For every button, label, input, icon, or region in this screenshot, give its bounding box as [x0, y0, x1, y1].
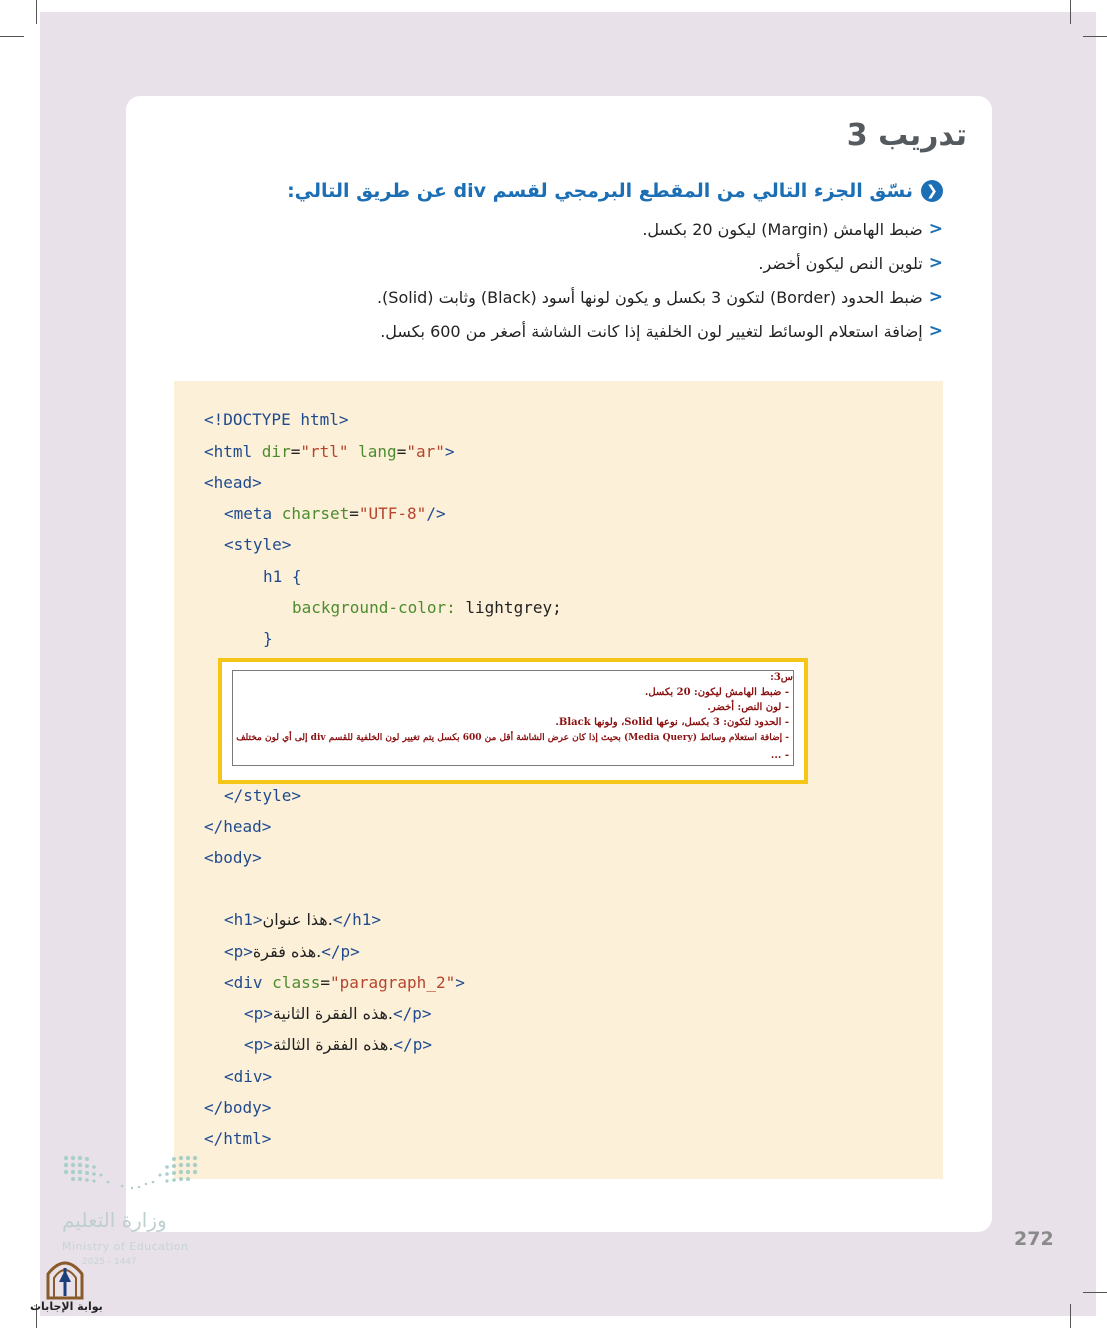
ministry-name-english: Ministry of Education	[62, 1240, 189, 1253]
list-item: < ضبط الهامش (Margin) ليكون 20 بكسل.	[642, 219, 943, 239]
code-line: <!DOCTYPE html>	[204, 410, 349, 429]
code-line: background-color: lightgrey;	[292, 598, 562, 617]
answer-label: س3:	[770, 672, 793, 683]
answer-line: - لون النص: أخضر.	[707, 702, 789, 713]
code-line: <div class="paragraph_2">	[224, 973, 465, 992]
site-logo-icon	[44, 1256, 86, 1300]
crop-mark	[36, 0, 37, 24]
list-item: < تلوين النص ليكون أخضر.	[758, 253, 943, 273]
ministry-year: 2025 - 1447	[82, 1257, 137, 1267]
code-line: <p>هذه فقرة.</p>	[224, 942, 360, 961]
chevron-icon: <	[928, 253, 943, 273]
chevron-left-icon: ❮	[921, 180, 943, 202]
code-line: <p>هذه الفقرة الثانية.</p>	[244, 1004, 432, 1023]
page-number: 272	[1014, 1228, 1054, 1250]
crop-mark	[1070, 0, 1071, 24]
code-line: </html>	[204, 1129, 272, 1148]
code-line: <head>	[204, 473, 262, 492]
code-line: </head>	[204, 817, 272, 836]
code-line: h1 {	[263, 567, 302, 586]
ministry-logo-icon	[62, 1154, 202, 1200]
code-line: <meta charset="UTF-8"/>	[224, 504, 446, 523]
code-line: <html dir="rtl" lang="ar">	[204, 442, 455, 461]
crop-mark	[1083, 1292, 1107, 1293]
list-item: < ضبط الحدود (Border) لتكون 3 بكسل و يكون لونها أسود (Black) وثابت (Solid).	[376, 287, 943, 307]
code-line: <div>	[224, 1067, 273, 1086]
chevron-icon: <	[928, 321, 943, 341]
code-line: <h1>هذا عنوان.</h1>	[224, 910, 381, 929]
answer-line: - الحدود لتكون: 3 بكسل، نوعها Solid، ولونها Black.	[555, 717, 789, 728]
ministry-name-arabic: وزارة التعليم	[62, 1208, 167, 1232]
answer-line: - ...	[770, 750, 789, 761]
code-line: </body>	[204, 1098, 272, 1117]
chevron-icon: <	[928, 219, 943, 239]
instruction-heading	[287, 180, 943, 202]
list-item: < إضافة استعلام الوسائط لتغيير لون الخلفية إذا كانت الشاشة أصغر من 600 بكسل.	[380, 321, 943, 341]
code-line: }	[263, 629, 273, 648]
crop-mark	[0, 36, 24, 37]
crop-mark	[1070, 1304, 1071, 1328]
answer-line: - ضبط الهامش ليكون: 20 بكسل.	[644, 687, 789, 698]
code-line: </style>	[224, 786, 302, 805]
answer-line: - إضافة استعلام وسائط (Media Query) بحيث إذا كان عرض الشاشة أقل من 600 بكسل يتم تغيير لون الخلفية للقسم div إلى أي لون مختلف	[236, 733, 789, 743]
code-line: <body>	[204, 848, 262, 867]
code-line: <style>	[224, 535, 292, 554]
code-line: <p>هذه الفقرة الثالثة.</p>	[244, 1035, 432, 1054]
exercise-title: تدريب 3	[846, 118, 967, 153]
instruction-text: نسّق الجزء التالي من المقطع البرمجي لقسم div عن طريق التالي:	[287, 180, 913, 202]
chevron-icon: <	[928, 287, 943, 307]
instruction-list	[323, 212, 943, 348]
site-logo-text: بوابة الإجابات	[30, 1300, 103, 1313]
crop-mark	[1083, 36, 1107, 37]
